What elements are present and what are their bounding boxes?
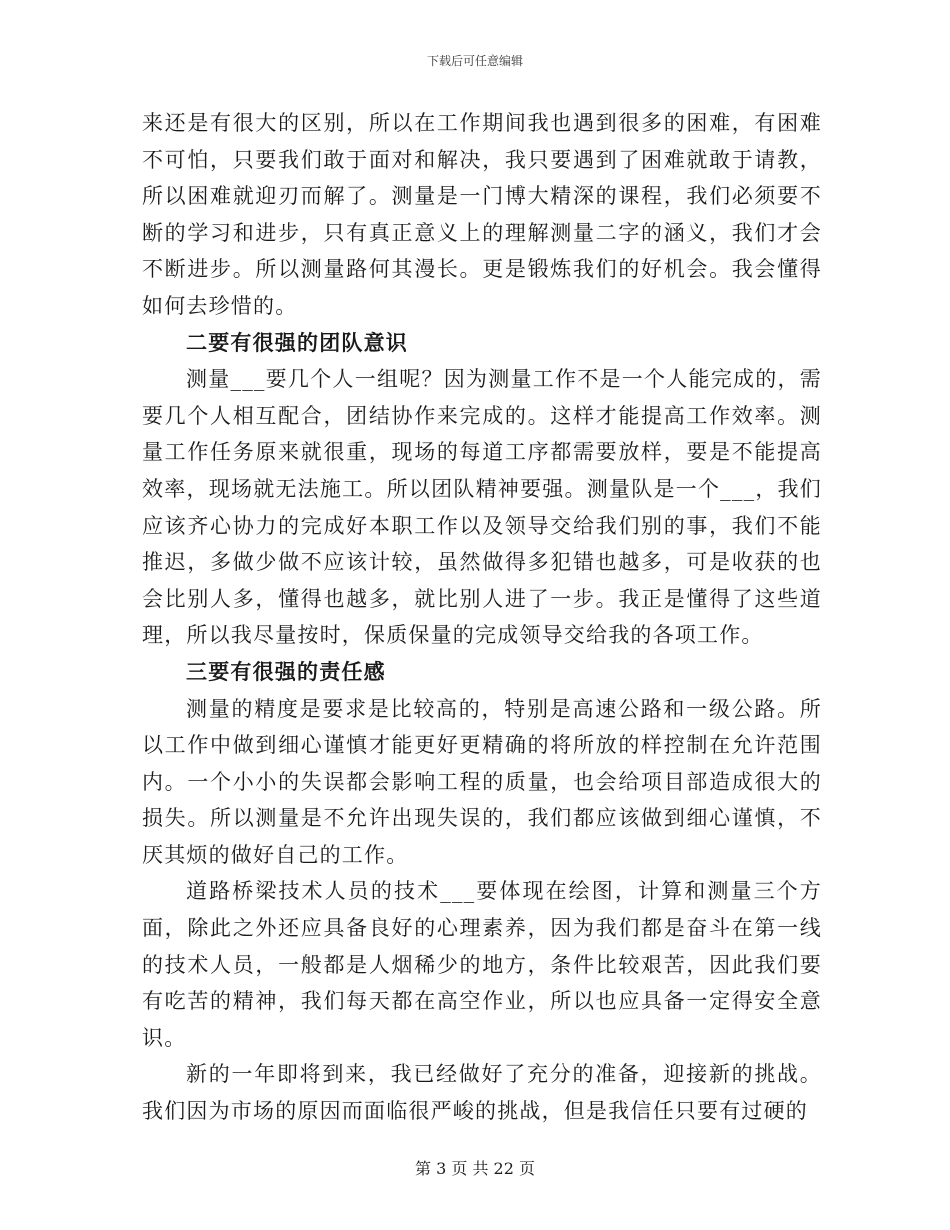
paragraph-technical-skills: 道路桥梁技术人员的技术___要体现在绘图，计算和测量三个方面，除此之外还应具备良好的心理素养，因为我们都是奋斗在第一线的技术人员，一般都是人烟稀少的地方，条件比较艰苦，因此我们要有吃苦的精神，我们每天都在高空作业，所以也应具备一定得安全意识。 — [142, 879, 822, 1050]
paragraph-teamwork: 测量___要几个人一组呢？因为测量工作不是一个人能完成的，需要几个人相互配合，团结协作来完成的。这样才能提高工作效率。测量工作任务原来就很重，现场的每道工序都需要放样，要是不能提高效率，现场就无法施工。所以团队精神要强。测量队是一个___，我们应该齐心协力的完成好本职工作以及领导交给我们别的事，我们不能推迟，多做少做不应该计较，虽然做得多犯错也越多，可是收获的也会比别人多，懂得也越多，就比别人进了一步。我正是懂得了这些道理，所以我尽量按时，保质保量的完成领导交给我的各项工作。 — [142, 367, 822, 648]
paragraph-new-year: 新的一年即将到来，我已经做好了充分的准备，迎接新的挑战。我们因为市场的原因而面临很严峻的挑战，但是我信任只要有过硬的 — [142, 1062, 822, 1124]
section-heading-teamwork: 二要有很强的团队意识 — [186, 330, 408, 355]
paragraph-continuation: 来还是有很大的区别，所以在工作期间我也遇到很多的困难，有困难不可怕，只要我们敢于面对和解决，我只要遇到了困难就敢于请教，所以困难就迎刃而解了。测量是一门博大精深的课程，我们必须要不断的学习和进步，只有真正意义上的理解测量二字的涵义，我们才会不断进步。所以测量路何其漫长。更是锻炼我们的好机会。我会懂得如何去珍惜的。 — [142, 111, 822, 318]
section-heading-responsibility: 三要有很强的责任感 — [186, 659, 386, 684]
document-body — [142, 105, 822, 1130]
paragraph-precision: 测量的精度是要求是比较高的，特别是高速公路和一级公路。所以工作中做到细心谨慎才能更好更精确的将所放的样控制在允许范围内。一个小小的失误都会影响工程的质量，也会给项目部造成很大的损失。所以测量是不允许出现失误的，我们都应该做到细心谨慎，不厌其烦的做好自己的工作。 — [142, 696, 822, 867]
header-note: 下载后可任意编辑 — [426, 54, 523, 68]
page-number: 第 3 页 共 22 页 — [415, 1159, 535, 1178]
